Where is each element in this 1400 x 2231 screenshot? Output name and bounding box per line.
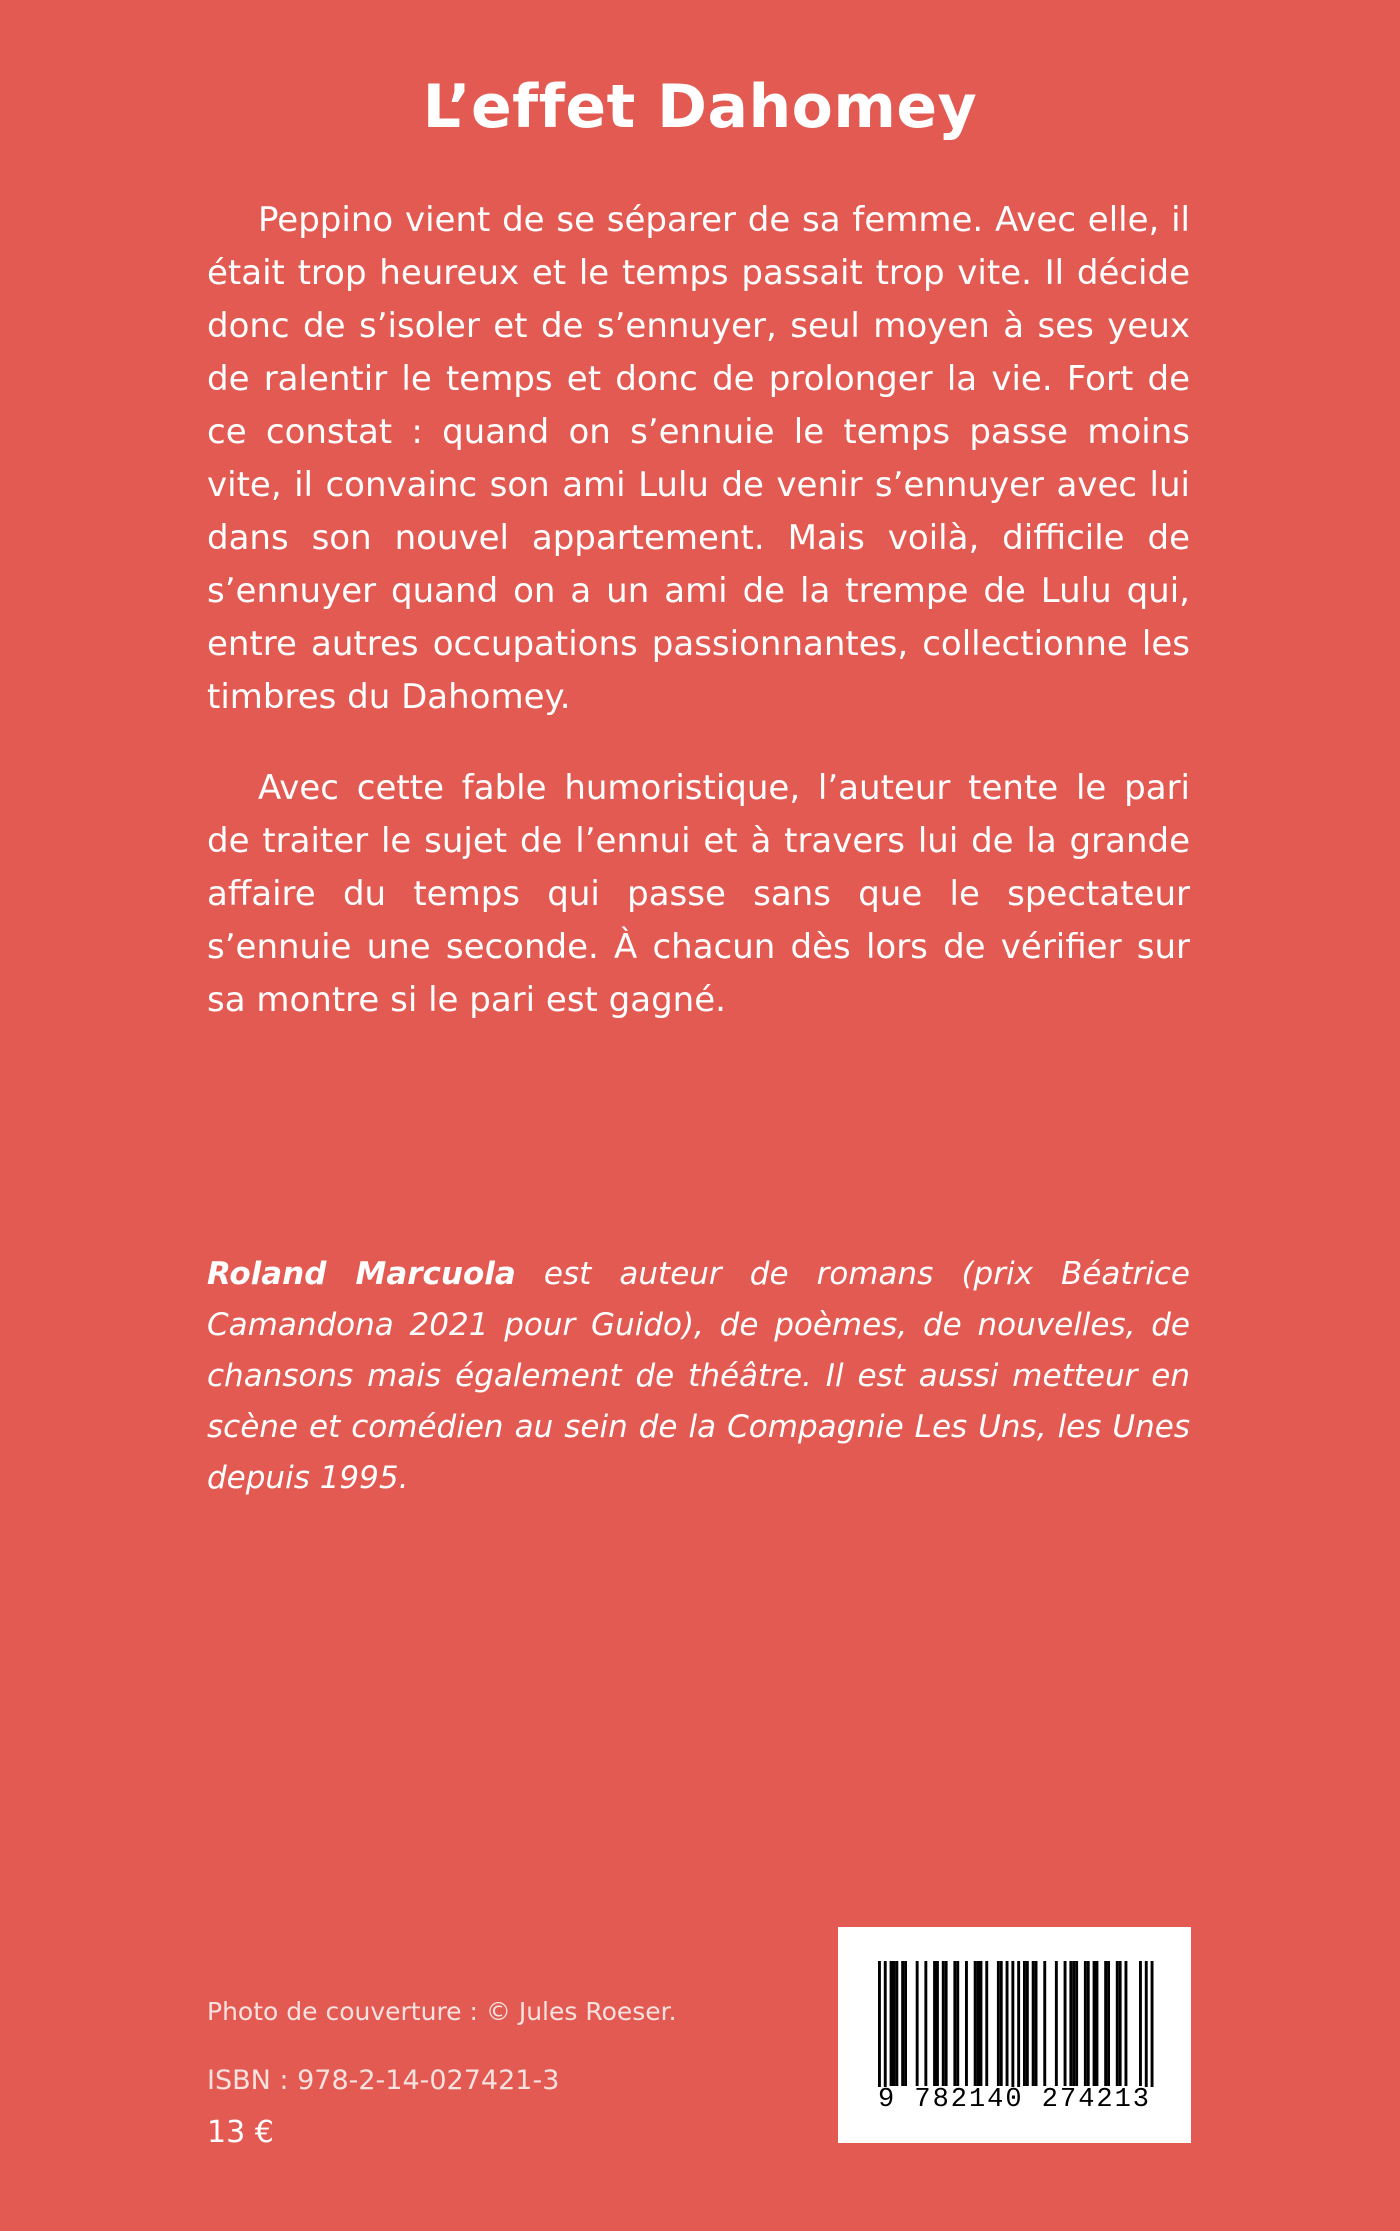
barcode-bar [977,1961,980,2086]
barcode-bar [1125,1961,1128,2086]
barcode-bar [985,1961,988,2086]
barcode-bar [1043,1961,1046,2086]
barcode-bar [1017,1961,1020,2087]
barcode-bar [1000,1961,1003,2086]
barcode-bar [1075,1961,1078,2086]
barcode-bar [974,1961,977,2086]
price-text: 13 € [207,2115,274,2150]
barcode-bar [1026,1961,1029,2086]
barcode [838,1927,1191,2143]
photo-credit: Photo de couverture : © Jules Roeser. [207,1997,677,2026]
barcode-bar [916,1961,919,2086]
barcode-bar [1139,1961,1142,2086]
barcode-bar [1104,1961,1107,2086]
barcode-bar [924,1961,927,2086]
barcode-bar [1096,1961,1099,2086]
barcode-bar [1032,1961,1035,2086]
barcode-bar [1064,1961,1067,2086]
author-name: Roland Marcuola [207,1256,516,1292]
barcode-bar [953,1961,956,2086]
barcode-bar [1069,1961,1072,2086]
barcode-bar [1006,1961,1009,2086]
barcode-bar [1072,1961,1075,2086]
author-bio [207,1249,1190,1504]
barcode-bar [901,1961,904,2086]
book-title: L’effet Dahomey [422,72,978,142]
barcode-bar [980,1961,983,2086]
isbn-text: ISBN : 978-2-14-027421-3 [207,2065,560,2096]
barcode-bar [942,1961,945,2086]
barcode-bar [1107,1961,1110,2086]
synopsis-paragraph-2: Avec cette fable humoristique, l’auteur tente le pari de traiter le sujet de l’ennui et à travers lui de la grande affaire du temps qui passe sans que le spectateur s’ennuie une seconde. À chacun dès lors de vérifier sur sa montre si le pari est gagné. [207,768,1190,1020]
barcode-bar [1093,1961,1096,2086]
barcode-bar [956,1961,959,2086]
synopsis-paragraph-1: Peppino vient de se séparer de sa femme. Avec elle, il était trop heureux et le temps passait trop vite. Il décide donc de s’isoler et de s’ennuyer, seul moyen à ses yeux de ralentir le temps et donc de prolonger la vie. Fort de ce constat : quand on s’ennuie le temps passe moins vite, il convainc son ami Lulu de venir s’ennuyer avec lui dans son nouvel appartement. Mais voilà, difficile de s’ennuyer quand on a un ami de la trempe de Lulu qui, entre autres occupations passionnantes, collectionne les timbres du Dahomey. [207,200,1190,717]
barcode-bar [893,1961,896,2086]
barcode-bar [1116,1961,1119,2086]
barcode-bar [1023,1961,1026,2086]
barcode-bar [1055,1961,1058,2086]
barcode-bar [965,1961,968,2086]
barcode-bars [838,1927,1191,2087]
barcode-bar [895,1961,898,2086]
barcode-bar [1145,1961,1148,2087]
barcode-bar [1119,1961,1122,2086]
barcode-bar [1084,1961,1087,2086]
barcode-bar [904,1961,907,2086]
barcode-bar [884,1961,887,2087]
barcode-bar [1011,1961,1014,2087]
barcode-bar [1035,1961,1038,2086]
author-bio-text: est auteur de romans (prix Béatrice Camandona 2021 pour Guido), de poèmes, de nouvelles, de chansons mais également de théâtre. Il est aussi metteur en scène et comédien au sein de la Compagnie Les Uns, les Unes depuis 1995. [207,1256,1190,1496]
barcode-bar [1087,1961,1090,2086]
barcode-bar [1151,1961,1154,2087]
barcode-bar [997,1961,1000,2086]
barcode-bar [890,1961,893,2086]
barcode-bar [878,1961,881,2087]
barcode-digits: 9 782140 274213 [877,2085,1152,2115]
barcode-bar [933,1961,936,2086]
barcode-bar [945,1961,948,2086]
barcode-bar [936,1961,939,2086]
